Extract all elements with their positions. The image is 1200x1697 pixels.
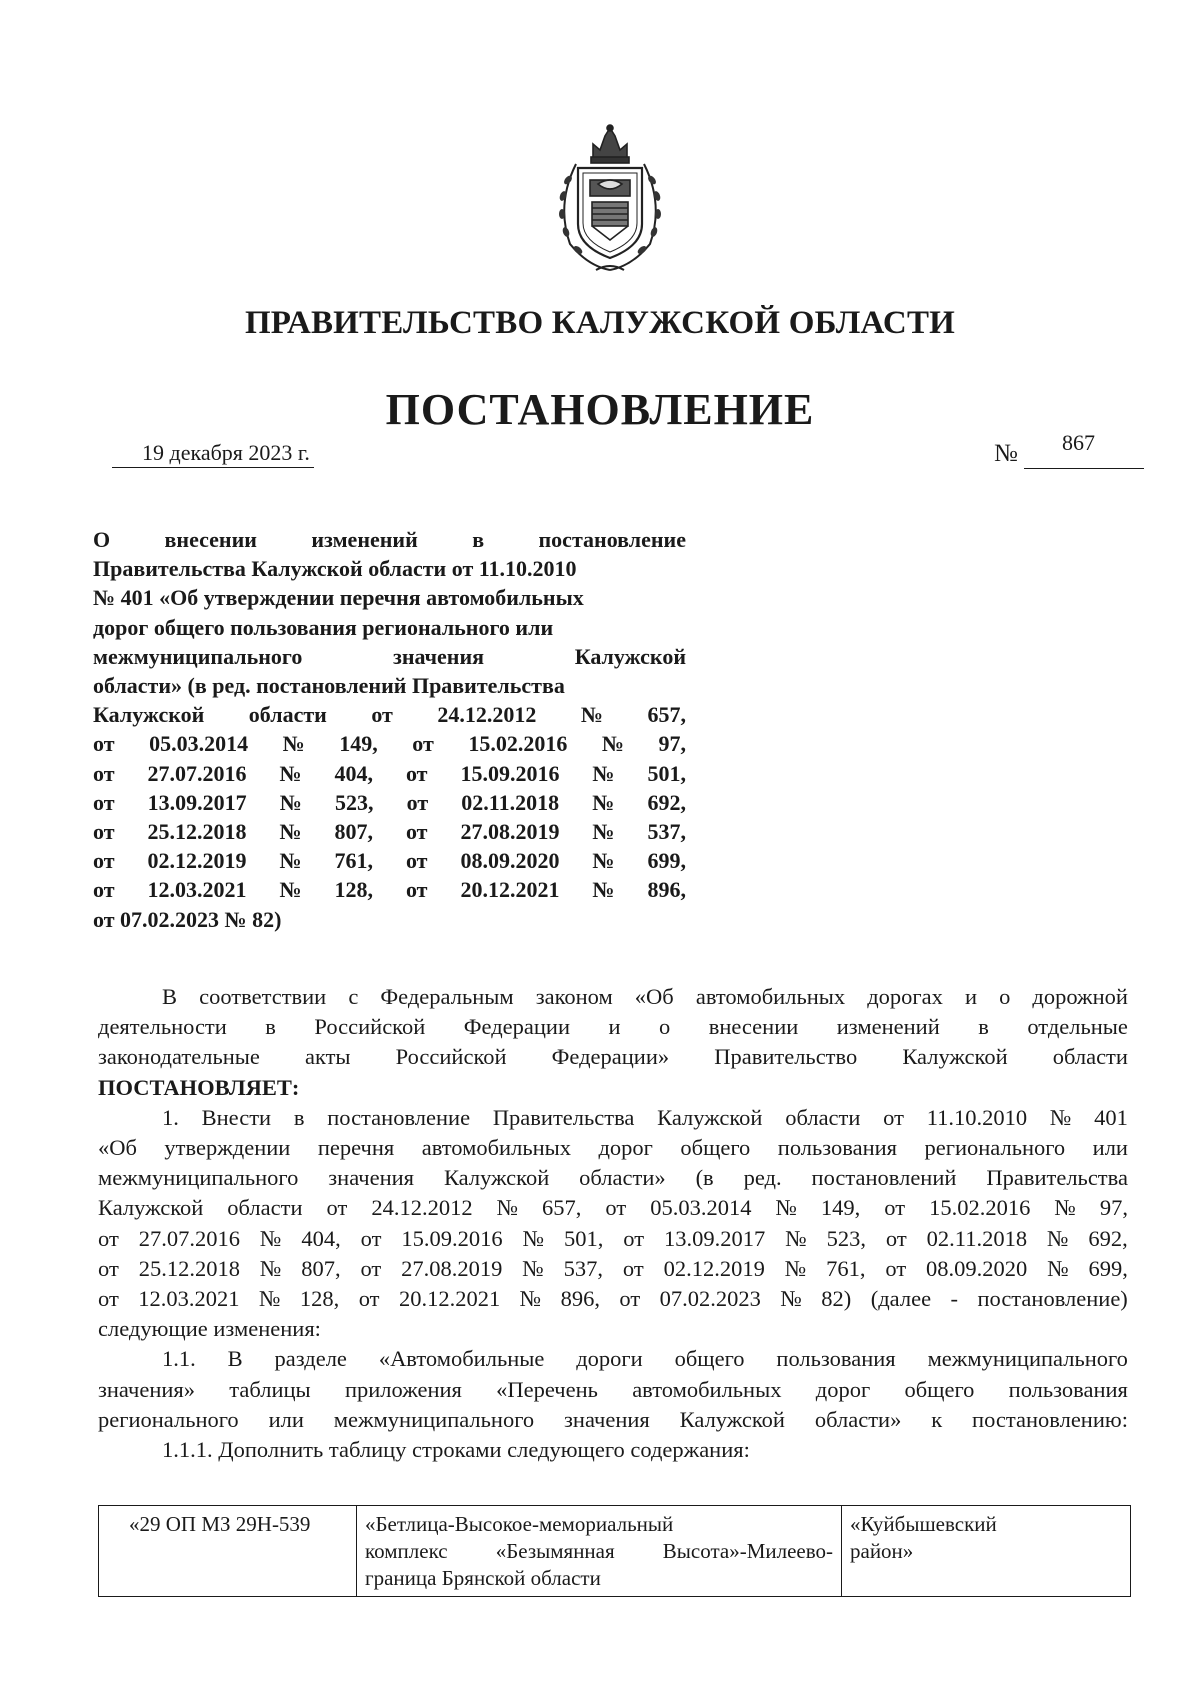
- word: (далее: [870, 1286, 932, 1312]
- word: утверждении: [164, 1135, 291, 1161]
- word: внесении: [708, 1014, 799, 1040]
- word: Федерации»: [551, 1044, 670, 1070]
- word: 761,: [826, 1255, 866, 1281]
- road-table: [98, 1505, 1131, 1597]
- word: дорожной: [1032, 984, 1128, 1009]
- title-word: 807,: [334, 819, 373, 845]
- title-word: №: [592, 789, 615, 815]
- word: о: [999, 984, 1011, 1009]
- title-word: от: [405, 760, 428, 786]
- word: 13.09.2017: [664, 1225, 766, 1251]
- word: общего: [680, 1135, 751, 1161]
- word: 699,: [1088, 1255, 1128, 1281]
- body-line-text: 1.1.1. Дополнить таблицу строками следующего содержания:: [162, 1437, 750, 1463]
- word: постановлению:: [972, 1406, 1128, 1432]
- word: от: [622, 1255, 644, 1281]
- word: от: [98, 1225, 119, 1251]
- date-value: 19 декабря 2023 г.: [112, 440, 314, 468]
- word: перечня: [317, 1135, 395, 1161]
- title-word: №: [580, 702, 603, 728]
- word: от: [885, 1225, 907, 1251]
- word: разделе: [274, 1346, 347, 1372]
- title-word: от: [93, 760, 115, 786]
- word: отдельные: [1027, 1014, 1128, 1040]
- word: области: [1052, 1044, 1128, 1070]
- word: 692,: [1088, 1225, 1128, 1251]
- word: «Перечень: [496, 1376, 598, 1402]
- word: акты: [304, 1044, 351, 1070]
- body-line: [98, 1224, 1128, 1254]
- word: от: [360, 1225, 382, 1251]
- coat-of-arms-emblem: [548, 124, 673, 276]
- title-word: от: [93, 877, 115, 903]
- resolution-title: [93, 525, 686, 934]
- word: законодательные: [98, 1044, 260, 1070]
- title-word: 15.02.2016: [468, 731, 568, 757]
- word: законом: [535, 984, 613, 1009]
- word: комплекс: [365, 1539, 448, 1563]
- title-word: от: [93, 819, 115, 845]
- word: Калужской: [443, 1165, 550, 1191]
- document-date: [112, 440, 314, 468]
- district-cell: [842, 1506, 1130, 1596]
- word: регионального: [98, 1406, 239, 1432]
- title-word: постановление: [538, 527, 686, 552]
- title-text: области» (в ред. постановлений Правительства: [93, 673, 565, 699]
- title-word: от: [93, 848, 115, 874]
- word: 401: [1094, 1104, 1128, 1130]
- title-word: внесении: [164, 527, 257, 552]
- body-line: [98, 1103, 1128, 1133]
- word: №: [522, 1255, 544, 1281]
- resolves-heading: [98, 1073, 1128, 1103]
- word: значения: [328, 1165, 415, 1191]
- title-line: [93, 525, 686, 554]
- title-word: от: [405, 877, 428, 903]
- road-name-line: [365, 1565, 833, 1592]
- word: межмуниципального: [333, 1406, 535, 1432]
- title-word: от: [371, 702, 393, 728]
- title-word: 02.12.2019: [147, 848, 247, 874]
- word: Калужской: [657, 1104, 763, 1130]
- title-word: в: [472, 527, 485, 552]
- word: соответствии: [199, 984, 327, 1009]
- title-word: №: [279, 848, 302, 874]
- body-line: [98, 1375, 1128, 1405]
- title-line: [93, 583, 686, 612]
- word: пользования: [1008, 1376, 1128, 1402]
- word: межмуниципального: [98, 1165, 299, 1191]
- word: постановление: [327, 1104, 471, 1130]
- word: деятельности: [98, 1014, 227, 1040]
- word: или: [268, 1406, 304, 1432]
- district-line: район»: [850, 1539, 914, 1563]
- word: 27.08.2019: [401, 1255, 503, 1281]
- title-word: №: [279, 760, 302, 786]
- body-line: [98, 1133, 1128, 1163]
- title-word: №: [279, 819, 302, 845]
- document-number: 867: [1062, 430, 1095, 455]
- title-word: 501,: [647, 760, 686, 786]
- word: от: [98, 1255, 119, 1281]
- title-word: изменений: [311, 527, 418, 552]
- title-word: 128,: [334, 877, 373, 903]
- word: от: [885, 1255, 907, 1281]
- word: постановление): [977, 1286, 1128, 1312]
- number-underline: [1024, 468, 1144, 469]
- title-word: 97,: [658, 731, 686, 757]
- title-word: 537,: [647, 819, 686, 845]
- word: 149,: [820, 1195, 861, 1221]
- title-word: Калужской: [574, 643, 686, 669]
- word: 807,: [301, 1255, 341, 1281]
- word: 20.12.2021: [398, 1286, 501, 1312]
- word: Калужской: [902, 1044, 1008, 1070]
- body-line: [98, 1405, 1128, 1435]
- word: №: [1047, 1255, 1069, 1281]
- title-line: [93, 613, 686, 642]
- word: №: [785, 1225, 807, 1251]
- word: 82): [821, 1286, 852, 1312]
- word: №: [259, 1225, 282, 1251]
- title-word: №: [279, 877, 302, 903]
- word: №: [784, 1255, 807, 1281]
- word: области: [785, 1104, 861, 1130]
- word: «Безымянная: [495, 1539, 615, 1563]
- word: 657,: [542, 1195, 582, 1221]
- title-word: 27.08.2019: [460, 819, 560, 845]
- number-label: №: [994, 440, 1018, 467]
- word: №: [258, 1286, 281, 1312]
- word: 24.12.2012: [371, 1195, 473, 1221]
- word: 97,: [1099, 1195, 1128, 1221]
- title-word: 27.07.2016: [147, 760, 247, 786]
- word: 15.09.2016: [401, 1225, 503, 1251]
- word: от: [360, 1255, 382, 1281]
- road-name-line: [365, 1538, 833, 1565]
- title-word: №: [279, 789, 302, 815]
- district-line: «Куйбышевский: [850, 1512, 997, 1536]
- word: регионального: [924, 1135, 1066, 1161]
- title-word: №: [592, 877, 615, 903]
- title-word: от: [406, 789, 429, 815]
- word: 12.03.2021: [138, 1286, 240, 1312]
- title-word: 699,: [647, 848, 686, 874]
- word: межмуниципального: [927, 1346, 1128, 1372]
- road-name-text: «Бетлица-Высокое-мемориальный: [365, 1512, 674, 1536]
- body-line: [98, 982, 1128, 1012]
- title-word: 15.09.2016: [460, 760, 560, 786]
- organization-name: ПРАВИТЕЛЬСТВО КАЛУЖСКОЙ ОБЛАСТИ: [244, 305, 956, 341]
- title-word: от: [405, 819, 428, 845]
- body-line: [98, 1193, 1128, 1223]
- word: от: [619, 1286, 641, 1312]
- word: №: [780, 1286, 802, 1312]
- word: В: [227, 1346, 243, 1372]
- word: к: [931, 1406, 943, 1432]
- word: пользования: [776, 1346, 896, 1372]
- word: 501,: [563, 1225, 604, 1251]
- road-name-cell: [357, 1506, 842, 1596]
- body-line: [98, 1254, 1128, 1284]
- title-word: значения: [393, 643, 485, 669]
- body-line: [98, 1163, 1128, 1193]
- word: и: [608, 1014, 621, 1040]
- title-word: от: [93, 731, 115, 757]
- body-line: [98, 1314, 1128, 1344]
- word: от: [358, 1286, 380, 1312]
- word: значения»: [98, 1376, 195, 1402]
- word: 15.02.2016: [929, 1195, 1031, 1221]
- word: 07.02.2023: [659, 1286, 761, 1312]
- word: таблицы: [229, 1376, 311, 1402]
- title-word: 12.03.2021: [147, 877, 247, 903]
- document-type-heading: ПОСТАНОВЛЕНИЕ: [385, 385, 815, 434]
- word: Федерации: [463, 1014, 570, 1040]
- title-word: 13.09.2017: [147, 789, 247, 815]
- word: 537,: [563, 1255, 604, 1281]
- word: 05.03.2014: [650, 1195, 752, 1221]
- title-line: [93, 788, 686, 817]
- word: №: [1054, 1195, 1076, 1221]
- title-word: области: [248, 702, 327, 728]
- word: №: [519, 1286, 542, 1312]
- title-text: Правительства Калужской области от 11.10.2010: [93, 556, 577, 582]
- title-line: [93, 700, 686, 729]
- body-line: [98, 1344, 1128, 1374]
- title-line: [93, 875, 686, 904]
- word: ред.: [743, 1165, 782, 1191]
- word: Федеральным: [380, 984, 514, 1009]
- title-line: [93, 554, 686, 583]
- word: №: [496, 1195, 519, 1221]
- word: 02.11.2018: [926, 1225, 1028, 1251]
- word: общего: [674, 1346, 745, 1372]
- word: -: [950, 1286, 959, 1312]
- word: приложения: [344, 1376, 462, 1402]
- word: Внести: [201, 1104, 272, 1130]
- word: 02.12.2019: [663, 1255, 765, 1281]
- title-text: от 07.02.2023 № 82): [93, 906, 282, 932]
- title-line: [93, 729, 686, 758]
- title-word: 05.03.2014: [149, 731, 249, 757]
- title-word: 523,: [335, 789, 374, 815]
- title-word: 761,: [334, 848, 373, 874]
- word: автомобильных: [421, 1135, 571, 1161]
- title-line: [93, 905, 686, 934]
- word: «Автомобильные: [378, 1346, 545, 1372]
- word: 404,: [301, 1225, 341, 1251]
- word: 523,: [826, 1225, 866, 1251]
- word: или: [1092, 1135, 1128, 1161]
- word: изменений: [836, 1014, 940, 1040]
- word: дорог: [815, 1376, 871, 1402]
- title-word: №: [592, 819, 615, 845]
- word: от: [605, 1195, 627, 1221]
- word: от: [623, 1225, 645, 1251]
- title-word: межмуниципального: [93, 643, 303, 669]
- word: Правительства: [986, 1165, 1128, 1191]
- word: и: [964, 984, 977, 1009]
- word: №: [259, 1255, 282, 1281]
- title-word: О: [93, 527, 111, 552]
- word: №: [1047, 1225, 1069, 1251]
- word: о: [658, 1014, 671, 1040]
- title-word: от: [93, 789, 115, 815]
- word: 11.10.2010: [926, 1104, 1028, 1130]
- word: Калужской: [98, 1195, 204, 1221]
- word: 128,: [299, 1286, 340, 1312]
- title-word: №: [592, 848, 615, 874]
- word: Правительство: [714, 1044, 858, 1070]
- word: от: [98, 1286, 119, 1312]
- title-word: 404,: [334, 760, 373, 786]
- title-word: 149,: [339, 731, 378, 757]
- body-line: [98, 1012, 1128, 1042]
- word: в: [265, 1014, 276, 1040]
- word: от: [884, 1195, 906, 1221]
- body-line: [98, 1042, 1128, 1072]
- word: (в: [695, 1165, 714, 1191]
- word: №: [775, 1195, 797, 1221]
- word: 08.09.2020: [926, 1255, 1028, 1281]
- word: с: [348, 984, 359, 1009]
- word: в: [978, 1014, 989, 1040]
- word: автомобильных: [695, 984, 846, 1009]
- title-word: 02.11.2018: [461, 789, 560, 815]
- word: от: [883, 1104, 904, 1130]
- word: 1.: [162, 1104, 179, 1130]
- word: Российской: [395, 1044, 507, 1070]
- title-text: дорог общего пользования регионального или: [93, 614, 554, 640]
- title-text: № 401 «Об утверждении перечня автомобильных: [93, 585, 584, 611]
- word: «Об: [634, 984, 674, 1009]
- title-word: 24.12.2012: [437, 702, 537, 728]
- word: 27.07.2016: [138, 1225, 240, 1251]
- title-word: №: [601, 731, 624, 757]
- word: значения: [564, 1406, 650, 1432]
- title-word: 20.12.2021: [460, 877, 560, 903]
- word: «Об: [98, 1135, 137, 1161]
- word: Правительства: [492, 1104, 635, 1130]
- word: 25.12.2018: [138, 1255, 240, 1281]
- word: В: [162, 984, 178, 1009]
- road-name-line: [365, 1511, 833, 1538]
- title-word: 692,: [647, 789, 686, 815]
- word: 896,: [560, 1286, 600, 1312]
- word: области»: [814, 1406, 902, 1432]
- title-word: 657,: [647, 702, 686, 728]
- word: от: [326, 1195, 348, 1221]
- body-line: [98, 1284, 1128, 1314]
- body-line-text: следующие изменения:: [98, 1316, 321, 1342]
- road-code: «29 ОП МЗ 29Н-539: [129, 1512, 311, 1536]
- title-line: [93, 671, 686, 700]
- word: постановлений: [811, 1165, 957, 1191]
- title-word: №: [592, 760, 615, 786]
- title-line: [93, 846, 686, 875]
- title-line: [93, 642, 686, 671]
- word: Калужской: [679, 1406, 785, 1432]
- title-word: №: [282, 731, 305, 757]
- word: в: [293, 1104, 305, 1130]
- word: пользования: [777, 1135, 898, 1161]
- road-code-cell: [99, 1506, 357, 1596]
- title-word: от: [405, 848, 428, 874]
- title-word: 25.12.2018: [147, 819, 247, 845]
- title-word: от: [412, 731, 434, 757]
- word: дороги: [576, 1346, 643, 1372]
- title-line: [93, 817, 686, 846]
- word: области: [227, 1195, 303, 1221]
- word: общего: [904, 1376, 975, 1402]
- word: автомобильных: [632, 1376, 782, 1402]
- word: Российской: [314, 1014, 426, 1040]
- road-name-text: граница Брянской области: [365, 1566, 601, 1590]
- word: Высота»-Милеево-: [662, 1539, 833, 1563]
- title-word: 08.09.2020: [460, 848, 560, 874]
- resolves-text: ПОСТАНОВЛЯЕТ:: [98, 1074, 300, 1100]
- word: дорогах: [867, 984, 943, 1009]
- title-word: 896,: [647, 877, 686, 903]
- word: области»: [579, 1165, 666, 1191]
- title-line: [93, 759, 686, 788]
- word: №: [1049, 1104, 1072, 1130]
- resolution-body: [98, 982, 1128, 1465]
- word: №: [522, 1225, 545, 1251]
- title-word: Калужской: [93, 702, 205, 728]
- word: дорог: [598, 1135, 653, 1161]
- word: 1.1.: [162, 1346, 196, 1372]
- body-line: [98, 1435, 1128, 1465]
